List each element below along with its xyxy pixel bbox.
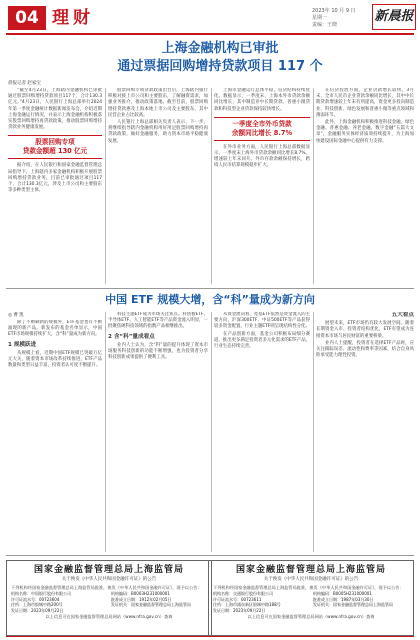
notice-field: 批准成立日期：1987年03月30日 [313,596,374,602]
notice-field: 机构名称：中国银行股份有限公司 [11,591,71,596]
notice-footer: 以上信息可在国家金融监督管理总局网站（www.nfra.gov.cn）查询 [247,614,375,620]
article-paragraph: 在外币业务方面，人民银行上海总部数据显示，一季度末上海外币贷款余额同比增长8.7%，增速较上年末回升。外币存款余额保持增长，跨境人民币结算规模稳步扩大。 [214,144,310,169]
article1-column-2 [108,88,208,284]
article-paragraph: 在产品创新方面，基金公司积极布局细分赛道，推出更多满足投资者多元化需求的ETF产品，行业生态持续完善。 [214,331,310,350]
article2-column-3 [214,312,310,552]
masthead-rule [6,33,414,35]
column-divider [211,88,212,284]
subhead-box [214,117,310,141]
notice-field: 住所：上海市浦东新区银城中路188号 [213,602,281,608]
article2-headline: 中国 ETF 规模大增，含“科”量成为新方向 [105,293,315,306]
column-divider [105,312,106,552]
notice-subtitle: 关于换发《中华人民共和国金融许可证》的公告 [61,577,157,582]
article2-column-1 [8,320,102,552]
column-divider [313,312,314,552]
notice-field: 批准成立日期：1912年02月05日 [111,596,172,602]
article-paragraph: 业内人士提醒，投资者在选择ETF产品时，应关注跟踪误差、流动性和费率等因素，结合自身风险承受能力理性投资。 [316,340,414,359]
notice-title: 国家金融监督管理总局上海监管局 [33,565,184,575]
notice-fields [213,591,409,613]
article-paragraph: 上海市金融运行总体平稳，信贷结构持续优化。数据显示，一季度末，上海本外币贷款余额同比增长，其中制造业中长期贷款、普惠小微贷款和科技型企业贷款保持较快增长。 [214,88,310,112]
notice-field: 机构编码：B0003H231000001 [111,591,170,596]
article-paragraph: 科技主题ETF成为市场关注焦点。科创板ETF、半导体ETF、人工智能ETF等产品资金流入明显，一批聚焦硬科技领域的指数产品相继推出。 [108,312,208,330]
article-paragraph: 在信贷投放方面，企业贷款增长较快。3月末，全市人民币企业贷款余额同比增长，其中中长期贷款增速较上年末有所提高，资金更多投向制造业、科技创新、绿色发展和普惠小微等重点领域和薄弱环节。 [316,88,414,118]
section-divider [6,288,414,289]
section-divider [6,555,414,556]
section-title: 理财 [52,8,94,28]
article1-subhead-1: 股票回购专项 [35,138,75,147]
article1-headline [100,40,340,76]
article-paragraph: 人民银行上海总部相关负责人表示，下一步，将继续指导辖内金融机构用好用足股票回购增持再贷款政策，做好金融服务，助力资本市场平稳健康发展。 [108,120,208,144]
notice-field: 许可证流水号：00723611 [213,596,262,602]
notice-field: 机构编码：B0005H231000001 [313,591,372,596]
notice-field: 机构名称：交通银行股份有限公司 [213,591,273,596]
notice-intro: 下列机构经国家金融监督管理总局上海监管局批准，换发《中华人民共和国金融许可证》，现予以公告： [213,585,404,590]
notice-field: 发证机关：国家金融监督管理总局上海监管局 [313,602,393,608]
issue-weekday: 星期一 [312,15,328,21]
regulatory-notice-2 [208,560,414,636]
notice-field: 发证机关：国家金融监督管理总局上海监管局 [111,602,191,608]
article2-column-2 [108,312,208,552]
page-number: 04 [8,6,46,30]
article1-headline-line2: 通过票据回购增持贷款项目 117 个 [117,59,323,74]
article2-subhead-2: 2 含“科”量成看点 [108,333,155,340]
article2-section-label: 五大看点 [391,312,414,318]
notice-field: 发证日期：2023年09月22日 [213,607,266,613]
article-paragraph: 股票回购专项贷款政策出台后，上海辖内银行积极对接上市公司和主要股东，了解融资需求，加强业务推介，推动政策落地。截至目前，股票回购增持贷款惠及上海本地上市公司及主要股东，其中民营企业占比较高。 [108,88,208,118]
article2-byline: ◎ 曹 凯 [8,313,24,318]
editor-credit: 责编：王晓 [312,22,338,28]
article-paragraph: 除了不断刷新的规模外，ETF基金也有不断涌现的新产品。新发布的基金名单显示，中国ETF市场规模持续扩大，含“科”量成为新方向。 [8,320,102,338]
notice-subtitle: 关于换发《中华人民共和国金融许可证》的公告 [263,577,359,582]
article2-column-4 [316,312,414,552]
notice-field: 发证日期：2023年09月22日 [11,607,64,613]
article1-subhead-4: 余额同比增长 8.7% [231,128,293,137]
masthead [0,0,420,34]
paper-logo: 新晨报 [372,4,416,30]
masthead-meta [312,8,372,29]
issue-date: 2023年 10 月 9 日 [312,8,356,14]
column-divider [211,312,212,552]
regulatory-notice-1 [6,560,212,636]
article-paragraph: 业内人士认为，含“科”量的提升体现了资本市场服务科技创新的功能不断增强，也为投资者分享科技创新成果提供了便利工具。 [108,342,208,361]
article1-byline: 晨报记者 赵家宝 [8,81,41,86]
article1-headline-line1: 上海金融机构已审批 [161,41,279,56]
article-paragraph: 此外，上海金融机构积极推进科技金融、绿色金融、普惠金融、养老金融、数字金融“五篇大文章”，金融服务实体经济质效持续提升，为上海加快建设国际金融中心提供有力支撑。 [316,120,414,144]
notice-footer: 以上信息可在国家金融监督管理总局网站（www.nfra.gov.cn）查询 [45,614,173,620]
notice-intro: 下列机构经国家金融监督管理总局上海监管局批准，换发《中华人民共和国金融许可证》，现予以公告： [11,585,202,590]
article-paragraph: 从资金流向看，宽基ETF依然是资金流入的主要方向，沪深300ETF、中证500ETF等产品获得较多资金配置，行业主题ETF则呈现结构性分化。 [214,312,310,330]
article1-column-4 [316,88,414,284]
notice-title: 国家金融监督管理总局上海监管局 [235,565,386,575]
article1-column-1 [8,88,102,284]
article-paragraph: “截至4月23日，上海辖内金融机构已审批通过股票回购增持贷款项目117个，合计130.3亿元。”4月23日，人民银行上海总部举行2024年第一季度金融统计数据新闻发布会，介绍近期上海金融运行情况，并表示上海金融机构积极落实股票回购增持再贷款政策，推动股票回购增持贷款业务健康发展。 [8,88,102,131]
article1-subhead-3: 一季度全市外币贷款 [232,119,292,128]
notice-field: 许可证流水号：00723604 [11,596,60,602]
notice-fields [11,591,207,613]
article-paragraph: 展望未来，ETF市场仍有较大发展空间。随着长期资金入市、投资者结构优化，ETF有望成为连接资本市场与居民财富的重要桥梁。 [316,321,414,339]
article1-subhead-2: 贷款金额超 130 亿元 [22,147,88,156]
column-divider [105,88,106,284]
article-paragraph: 据介绍，在人民银行和国家金融监督管理总局指导下，上海辖内多家金融机构积极开展股票回购增持贷款业务，目前已审批通过项目117个，合计130.3亿元，涉及上市公司和主要股东等多种类型主体。 [8,163,102,194]
page-footer-rule [6,636,414,637]
subhead-box [8,135,102,159]
column-divider [313,88,314,284]
notice-field: 住所：上海市银城中路200号 [11,602,63,608]
article1-column-3 [214,88,310,284]
article2-subhead-1: 1 规模跃进 [8,341,37,348]
article-paragraph: 从规模上看，近期中国ETF规模已突破万亿元大关，随着资本市场改革持续推进，ETF产品数量和类型日益丰富，投资者认可度不断提升。 [8,350,102,369]
